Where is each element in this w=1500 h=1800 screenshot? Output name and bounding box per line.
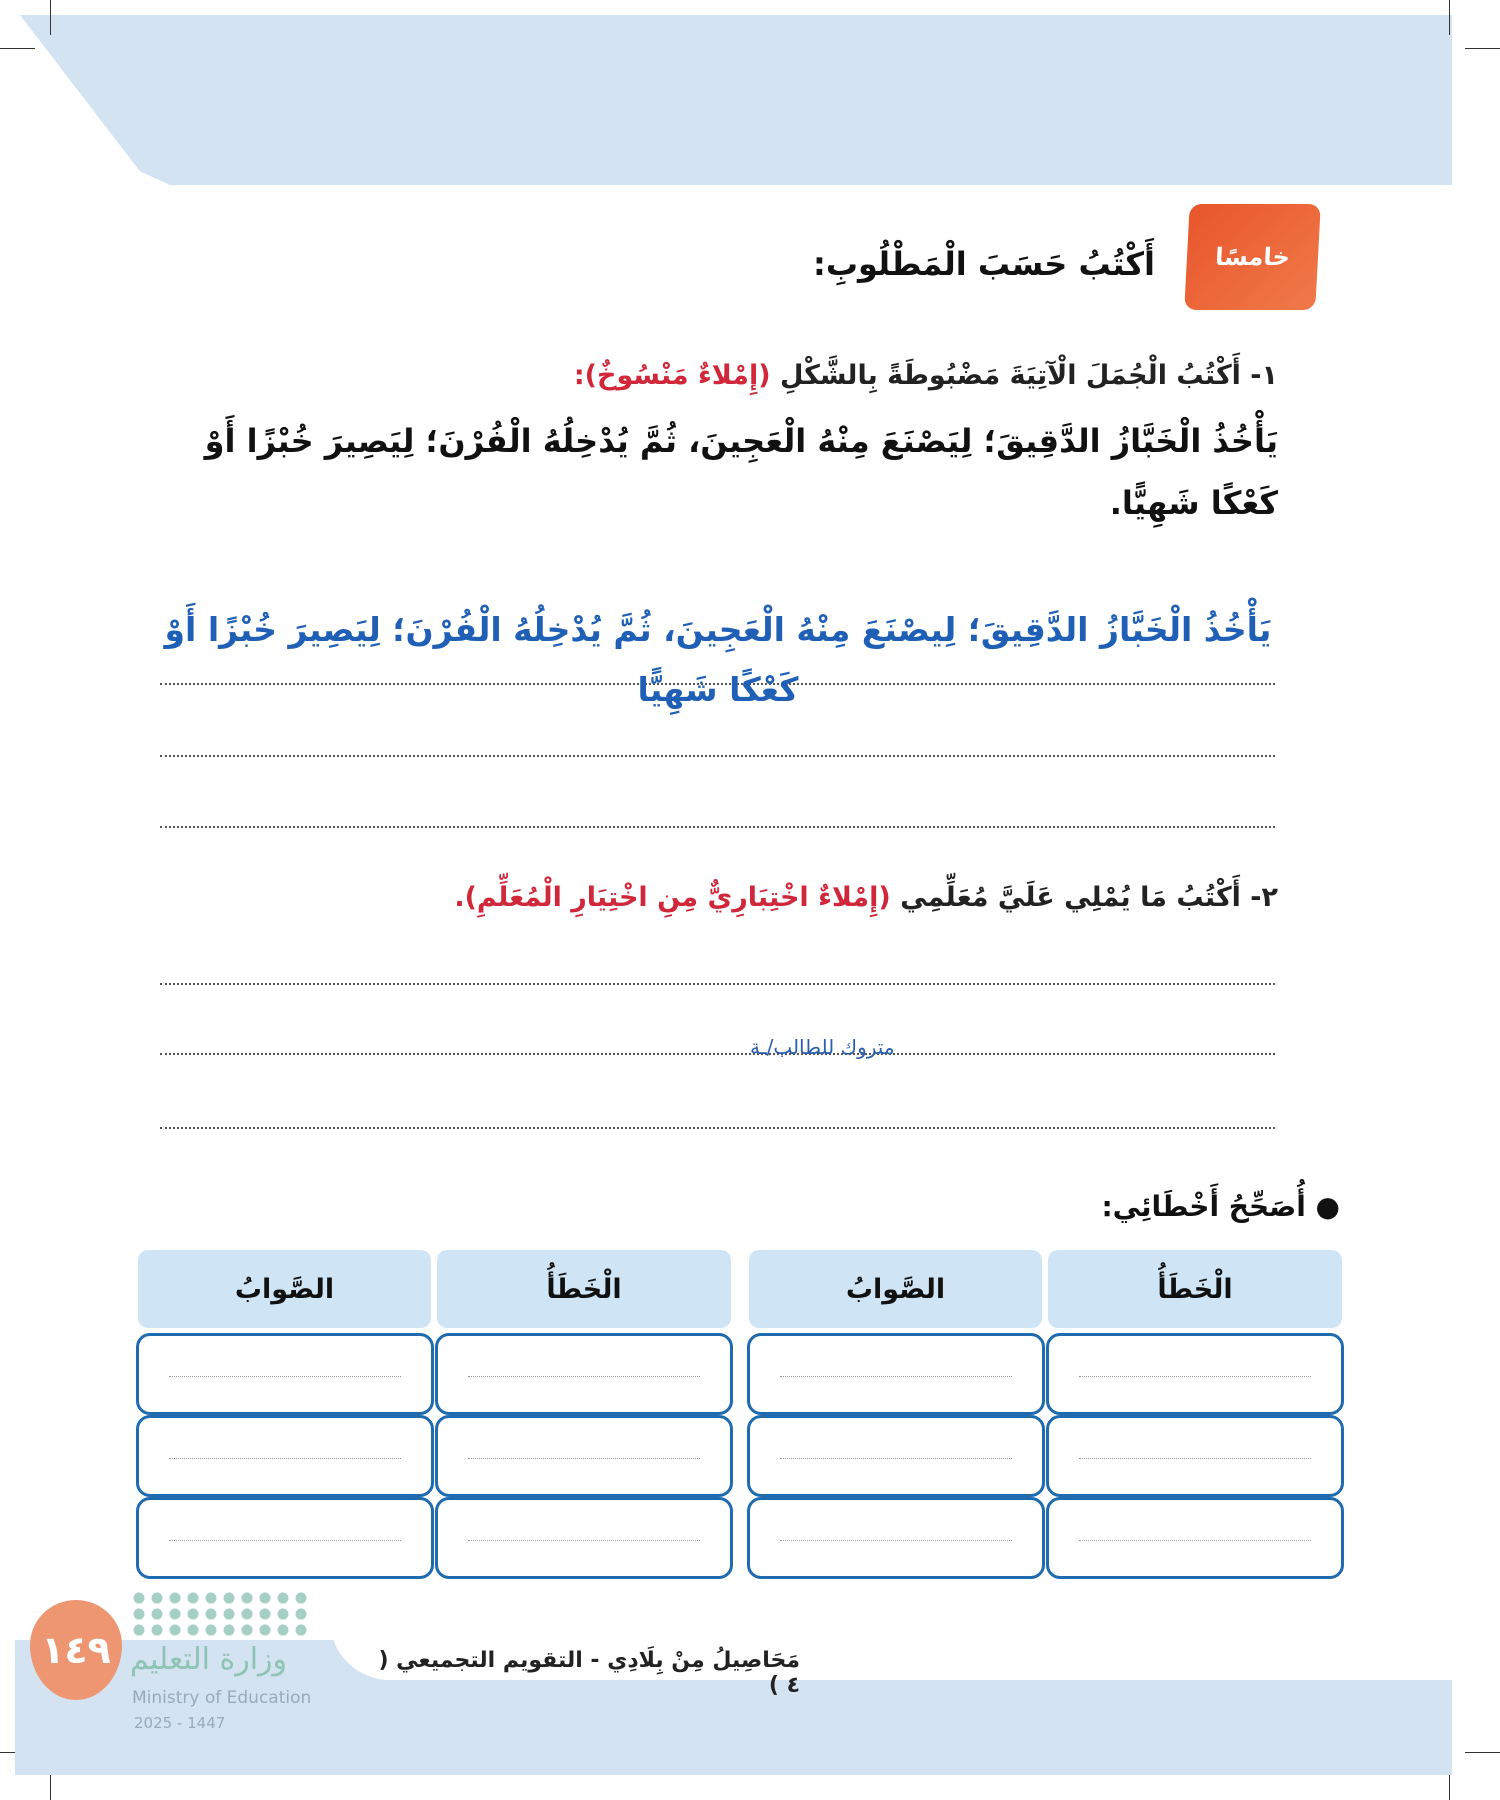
table-cell[interactable] [136, 1497, 434, 1579]
crop-mark [1465, 48, 1500, 49]
table-cell[interactable] [747, 1415, 1045, 1497]
crop-mark [0, 48, 35, 49]
corrections-title-text: أُصَحِّحُ أَخْطَائِي: [1101, 1190, 1306, 1223]
header-error: الْخَطَأُ [437, 1250, 731, 1328]
footer-title: مَحَاصِيلُ مِنْ بِلَادِي - التقويم التجميعي ( ٤ ) [378, 1648, 800, 1698]
student-note: متروك للطالب/ـة [750, 1035, 895, 1059]
question-2-highlight: (إِمْلاءٌ اخْتِبَارِيٌّ مِنِ اخْتِيَارِ الْمُعَلِّمِ). [454, 882, 891, 913]
dictation-sentence: يَأْخُذُ الْخَبَّازُ الدَّقِيقَ؛ لِيَصْنَعَ مِنْهُ الْعَجِينَ، ثُمَّ يُدْخِلُهُ الْفُرْنَ؛ لِيَصِيرَ خُبْزًا أَوْ كَعْكًا شَهِيًّا. [204, 422, 1278, 522]
table-cell[interactable] [136, 1415, 434, 1497]
question-2 [454, 882, 1278, 913]
ministry-name-en: Ministry of Education [132, 1688, 312, 1708]
page-number: ١٤٩ [30, 1600, 122, 1700]
crop-mark [1465, 1752, 1500, 1753]
question-2-label: ٢- أَكْتُبُ مَا يُمْلِي عَلَيَّ مُعَلِّمِي [900, 882, 1278, 913]
crop-mark [1449, 0, 1450, 35]
header-correct: الصَّوابُ [749, 1250, 1042, 1328]
corrections-title: ● أُصَحِّحُ أَخْطَائِي: [1101, 1190, 1340, 1223]
header-error: الْخَطَأُ [1048, 1250, 1342, 1328]
writing-line[interactable] [160, 1053, 1275, 1055]
section-badge: خامسًا [1184, 204, 1321, 310]
academic-year: 2025 - 1447 [134, 1714, 226, 1732]
writing-line[interactable] [160, 755, 1275, 757]
question-1-highlight: (إِمْلاءٌ مَنْسُوخٌ): [573, 360, 771, 391]
table-cell[interactable] [1046, 1333, 1344, 1415]
table-cell[interactable] [1046, 1415, 1344, 1497]
handwritten-answer: يَأْخُذُ الْخَبَّازُ الدَّقِيقَ؛ لِيصْنَعَ مِنْهُ الْعَجِينَ، ثُمَّ يُدْخِلُهُ الْفُرْنَ؛ لِيَصِيرَ خُبْزًا أَوْ كَعْكًا شَهِيًّا [164, 610, 1272, 709]
question-1-label: ١- أَكْتُبُ الْجُمَلَ الْآتِيَةَ مَضْبُوطَةً بِالشَّكْلِ [780, 360, 1278, 391]
section-title: أَكْتُبُ حَسَبَ الْمَطْلُوبِ: [813, 245, 1155, 283]
table-cell[interactable] [1046, 1497, 1344, 1579]
question-1 [574, 360, 1278, 391]
writing-line[interactable] [160, 983, 1275, 985]
header-correct: الصَّوابُ [138, 1250, 431, 1328]
ministry-name-ar: وزارة التعليم [130, 1642, 288, 1677]
table-cell[interactable] [435, 1415, 733, 1497]
table-cell[interactable] [435, 1497, 733, 1579]
writing-line[interactable] [160, 1127, 1275, 1129]
table-cell[interactable] [747, 1497, 1045, 1579]
table-cell[interactable] [747, 1333, 1045, 1415]
ministry-logo-icon [130, 1590, 310, 1638]
table-cell[interactable] [136, 1333, 434, 1415]
header-band [20, 15, 1452, 185]
table-cell[interactable] [435, 1333, 733, 1415]
crop-mark [50, 0, 51, 35]
writing-line[interactable] [160, 826, 1275, 828]
